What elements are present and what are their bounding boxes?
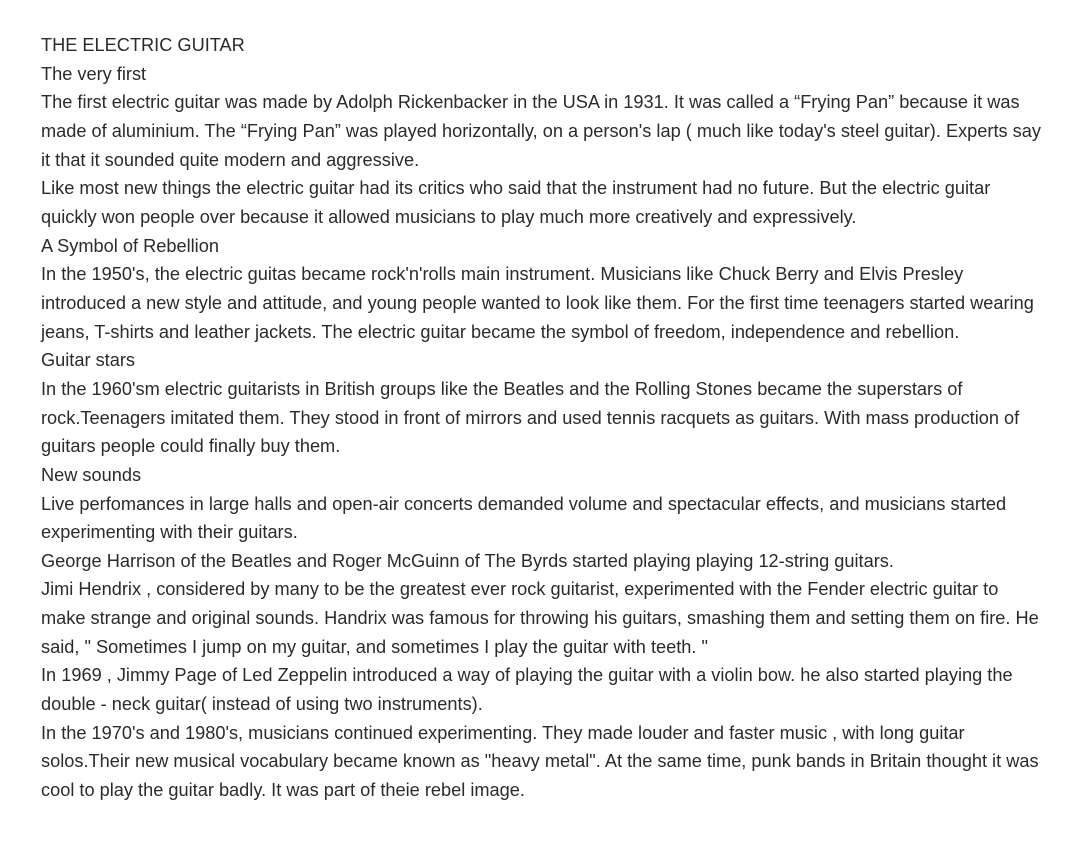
section-heading-guitar-stars: Guitar stars [41, 350, 135, 371]
section-heading-new-sounds: New sounds [41, 464, 142, 485]
paragraph-critics: Like most new things the electric guitar had its critics who said that the instrument had no future. But the electric guitar quickly won people over because it allowed musicians to play much more creatively and expressively. [41, 178, 991, 227]
paragraph-12-string: George Harrison of the Beatles and Roger McGuinn of The Byrds started playing playing 12-string guitars. [41, 550, 894, 571]
paragraph-1960s: In the 1960'sm electric guitarists in British groups like the Beatles and the Rolling Stones became the superstars of rock.Teenagers imitated them. They stood in front of mirrors and used tennis racquets as guitars. With mass production of guitars people could finally buy them. [41, 378, 1020, 457]
paragraph-hendrix: Jimi Hendrix , considered by many to be the greatest ever rock guitarist, experimented with the Fender electric guitar to make strange and original sounds. Handrix was famous for throwing his guitars, smashing them and setting them on fire. He said, " Sometimes I jump on my guitar, and sometimes I play the guitar with teeth. " [41, 579, 1039, 657]
section-heading-very-first: The very first [41, 63, 147, 84]
paragraph-1970s-1980s: In the 1970's and 1980's, musicians continued experimenting. They made louder and faster music , with long guitar solos.Their new musical vocabulary became known as "heavy metal". At the same time, punk bands in Britain thought it was cool to play the guitar badly. It was part of theie rebel image. [41, 722, 1039, 801]
paragraph-1950s: In the 1950's, the electric guitas became rock'n'rolls main instrument. Musicians like Chuck Berry and Elvis Presley introduced a new style and attitude, and young people wanted to look like them. For the first time teenagers started wearing jeans, T-shirts and leather jackets. The electric guitar became the symbol of freedom, independence and rebellion. [41, 264, 1034, 342]
document-title: THE ELECTRIC GUITAR [41, 35, 245, 55]
paragraph-jimmy-page: In 1969 , Jimmy Page of Led Zeppelin introduced a way of playing the guitar with a violin bow. he also started playing the double - neck guitar( instead of using two instruments). [41, 665, 1013, 715]
paragraph-first-guitar: The first electric guitar was made by Adolph Rickenbacker in the USA in 1931. It was called a “Frying Pan” because it was made of aluminium. The “Frying Pan” was played horizontally, on a person's lap ( much like today's steel guitar). Experts say it that it sounded quite modern and aggressive. [41, 92, 1041, 170]
document-body [41, 31, 1041, 805]
section-heading-symbol-of-rebellion: A Symbol of Rebellion [41, 235, 219, 256]
paragraph-live-performances: Live perfomances in large halls and open-air concerts demanded volume and spectacular effects, and musicians started experimenting with their guitars. [41, 493, 1007, 543]
